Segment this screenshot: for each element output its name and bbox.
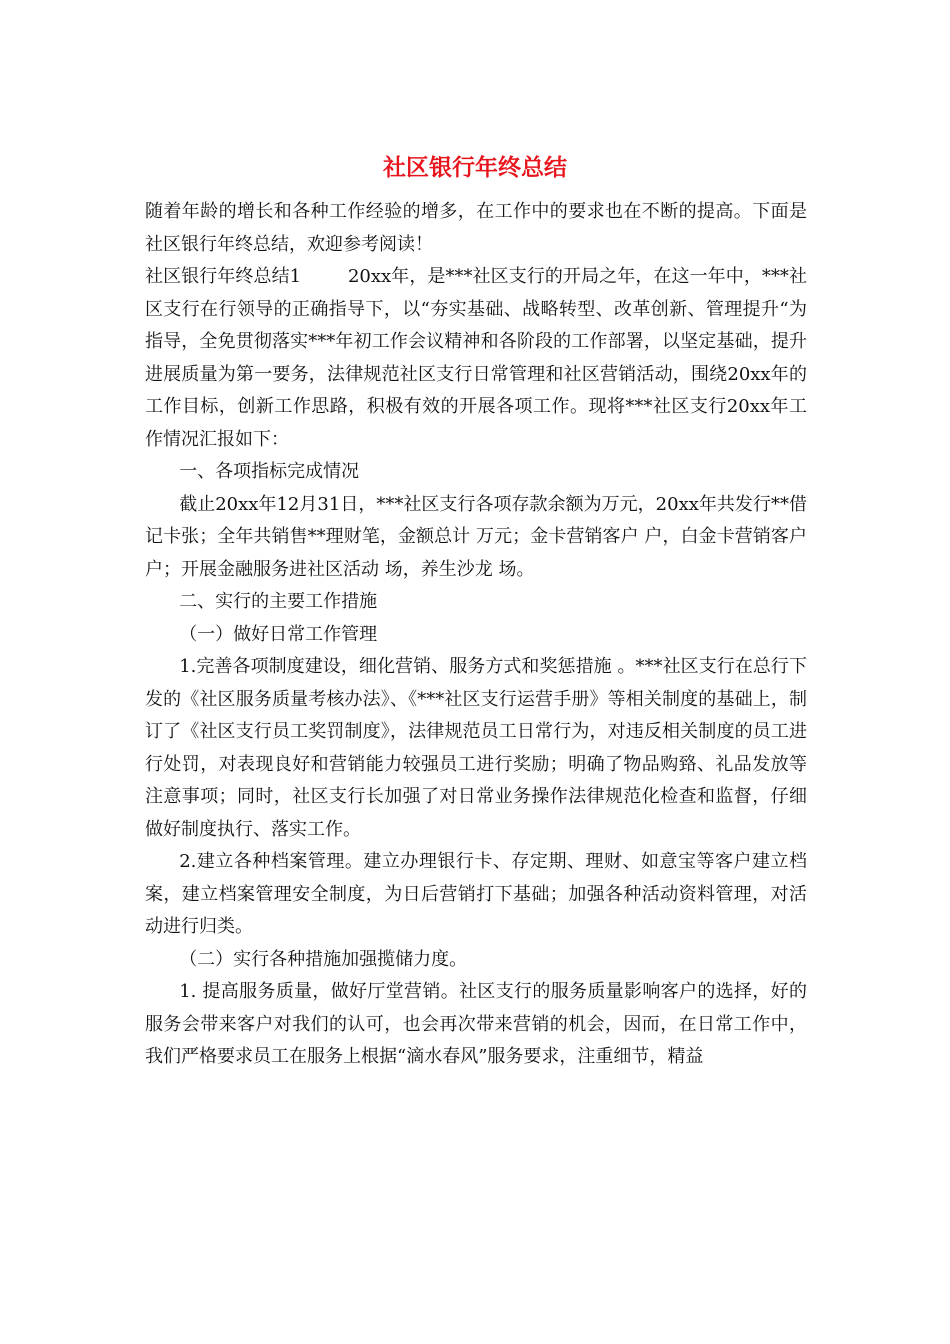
section-label: 社区银行年终总结1 bbox=[145, 266, 302, 287]
paragraph-rules: 1.完善各项制度建设，细化营销、服务方式和奖惩措施 。***社区支行在总行下发的《社区服务质量考核办法》、《***社区支行运营手册》等相关制度的基础上，制订了《社区支行员工奖罚制度》，法律规范员工日常行为，对违反相关制度的员工进行处罚，对表现良好和营销能力较强员工进行奖励；明确了物品购臵、礼品发放等注意事项；同时，社区支行长加强了对日常业务操作法律规范化检查和监督，仔细做好制度执行、落实工作。 bbox=[145, 656, 807, 840]
intro-paragraph: 随着年龄的增长和各种工作经验的增多，在工作中的要求也在不断的提高。下面是社区银行年终总结，欢迎参考阅读！ bbox=[145, 201, 807, 255]
section-lead: 20xx年，是***社区支行的开局之年，在这一年中，***社区支行在行领导的正确指导下，以“夯实基础、战略转型、改革创新、管理提升“为指导，全免贯彻落实***年初工作会议精神和各阶段的工作部署，以坚定基础，提升进展质量为第一要务，法律规范社区支行日常管理和社区营销活动，围绕20xx年的工作目标，创新工作思路，积极有效的开展各项工作。现将***社区支行20xx年工作情况汇报如下： bbox=[145, 266, 807, 450]
heading-measures: 二、实行的主要工作措施 bbox=[179, 591, 378, 612]
paragraph-indicators: 截止20xx年12月31日，***社区支行各项存款余额为万元，20xx年共发行**借记卡张；全年共销售**理财笔，金额总计 万元；金卡营销客户 户，白金卡营销客户 户；开展金融服务进社区活动 场，养生沙龙 场。 bbox=[145, 493, 807, 580]
sub-heading-daily-management: （一）做好日常工作管理 bbox=[179, 623, 378, 645]
heading-indicators: 一、各项指标完成情况 bbox=[179, 461, 360, 482]
section-paragraph bbox=[145, 261, 807, 456]
paragraph-archives: 2.建立各种档案管理。建立办理银行卡、存定期、理财、如意宝等客户建立档案，建立档案管理安全制度，为日后营销打下基础；加强各种活动资料管理，对活动进行归类。 bbox=[145, 851, 807, 937]
document-body bbox=[145, 196, 807, 1074]
paragraph-service: 1. 提高服务质量，做好厅堂营销。社区支行的服务质量影响客户的选择，好的服务会带来客户对我们的认可，也会再次带来营销的机会，因而，在日常工作中，我们严格要求员工在服务上根据“滴水春风”服务要求，注重细节，精益 bbox=[145, 981, 807, 1067]
document-title: 社区银行年终总结 bbox=[383, 154, 567, 181]
sub-heading-deposits: （二）实行各种措施加强揽储力度。 bbox=[179, 948, 468, 970]
